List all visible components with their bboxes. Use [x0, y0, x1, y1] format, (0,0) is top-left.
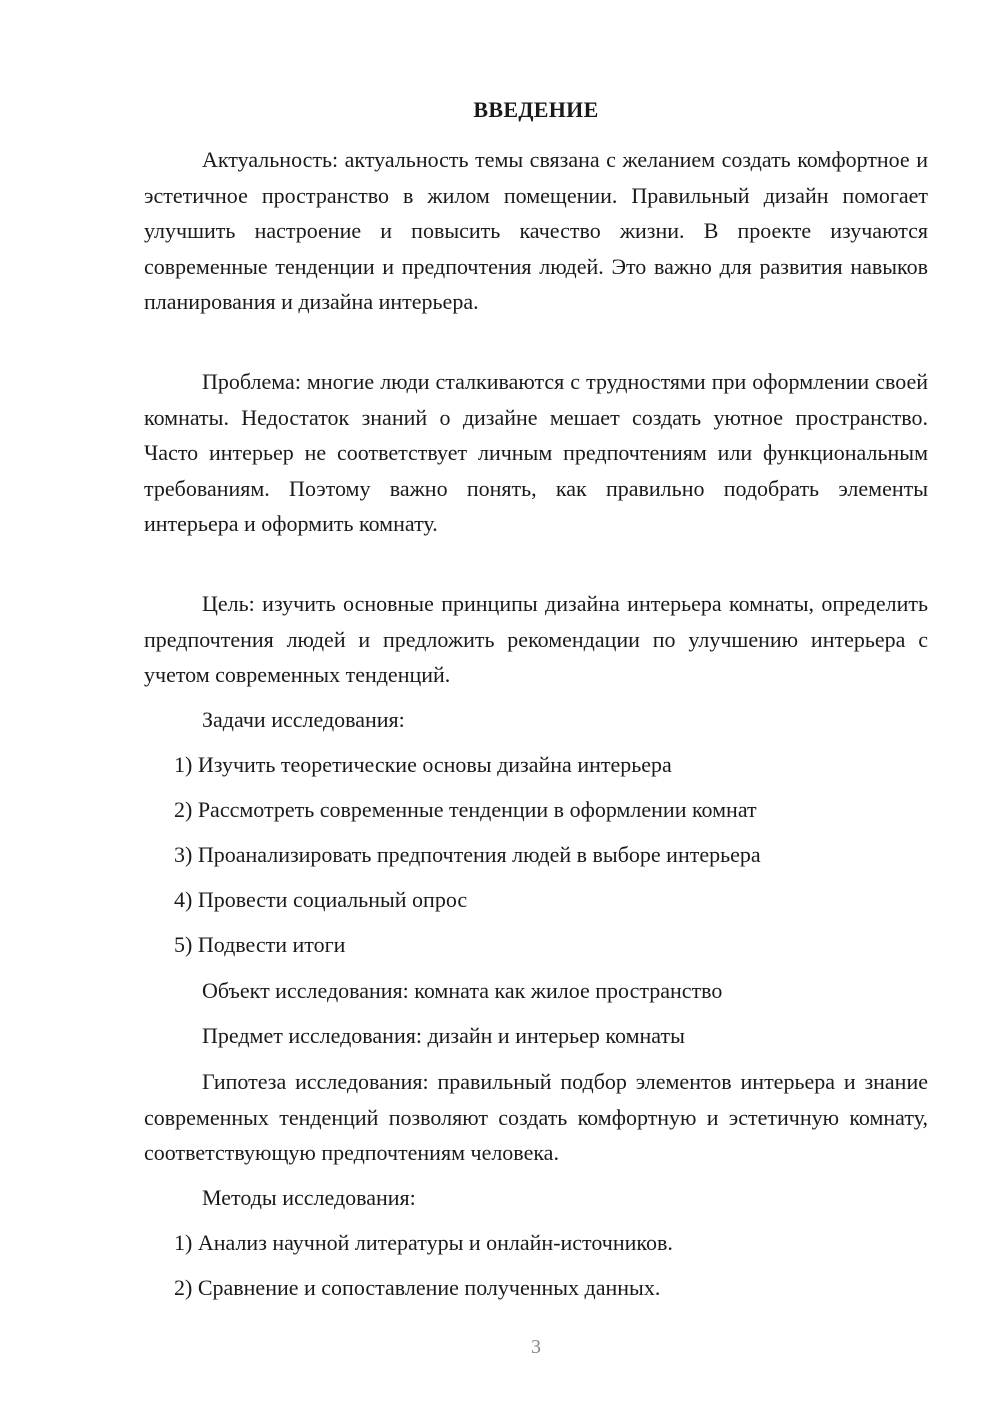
method-item: 2) Сравнение и сопоставление полученных данных. [174, 1275, 661, 1300]
method-item: 1) Анализ научной литературы и онлайн-источников. [174, 1230, 673, 1255]
task-item: 2) Рассмотреть современные тенденции в оформлении комнат [174, 797, 757, 822]
methods-heading: Методы исследования: [202, 1185, 416, 1210]
problem-paragraph: Проблема: многие люди сталкиваются с трудностями при оформлении своей комнаты. Недостаток знаний о дизайне мешает создать уютное пространство. Часто интерьер не соответствует личным предпочтениям или функциональным требованиям. Поэтому важно понять, как правильно подобрать элементы интерьера и оформить комнату. [144, 369, 928, 536]
page-title: ВВЕДЕНИЕ [473, 97, 599, 122]
relevance-paragraph: Актуальность: актуальность темы связана с желанием создать комфортное и эстетичное пространство в жилом помещении. Правильный дизайн помогает улучшить настроение и повысить качество жизни. В проекте изучаются современные тенденции и предпочтения людей. Это важно для развития навыков планирования и дизайна интерьера. [144, 147, 928, 314]
task-item: 3) Проанализировать предпочтения людей в выборе интерьера [174, 842, 761, 867]
task-item: 4) Провести социальный опрос [174, 887, 468, 912]
page-number: 3 [531, 1336, 541, 1358]
tasks-heading: Задачи исследования: [202, 707, 405, 732]
task-item: 5) Подвести итоги [174, 932, 346, 957]
hypothesis-paragraph: Гипотеза исследования: правильный подбор элементов интерьера и знание современных тенденций позволяют создать комфортную и эстетичную комнату, соответствующую предпочтениям человека. [144, 1069, 928, 1165]
research-object: Объект исследования: комната как жилое пространство [202, 978, 723, 1003]
goal-paragraph: Цель: изучить основные принципы дизайна интерьера комнаты, определить предпочтения людей и предложить рекомендации по улучшению интерьера с учетом современных тенденций. [144, 591, 928, 687]
research-subject: Предмет исследования: дизайн и интерьер комнаты [202, 1023, 685, 1048]
task-item: 1) Изучить теоретические основы дизайна интерьера [174, 752, 672, 777]
